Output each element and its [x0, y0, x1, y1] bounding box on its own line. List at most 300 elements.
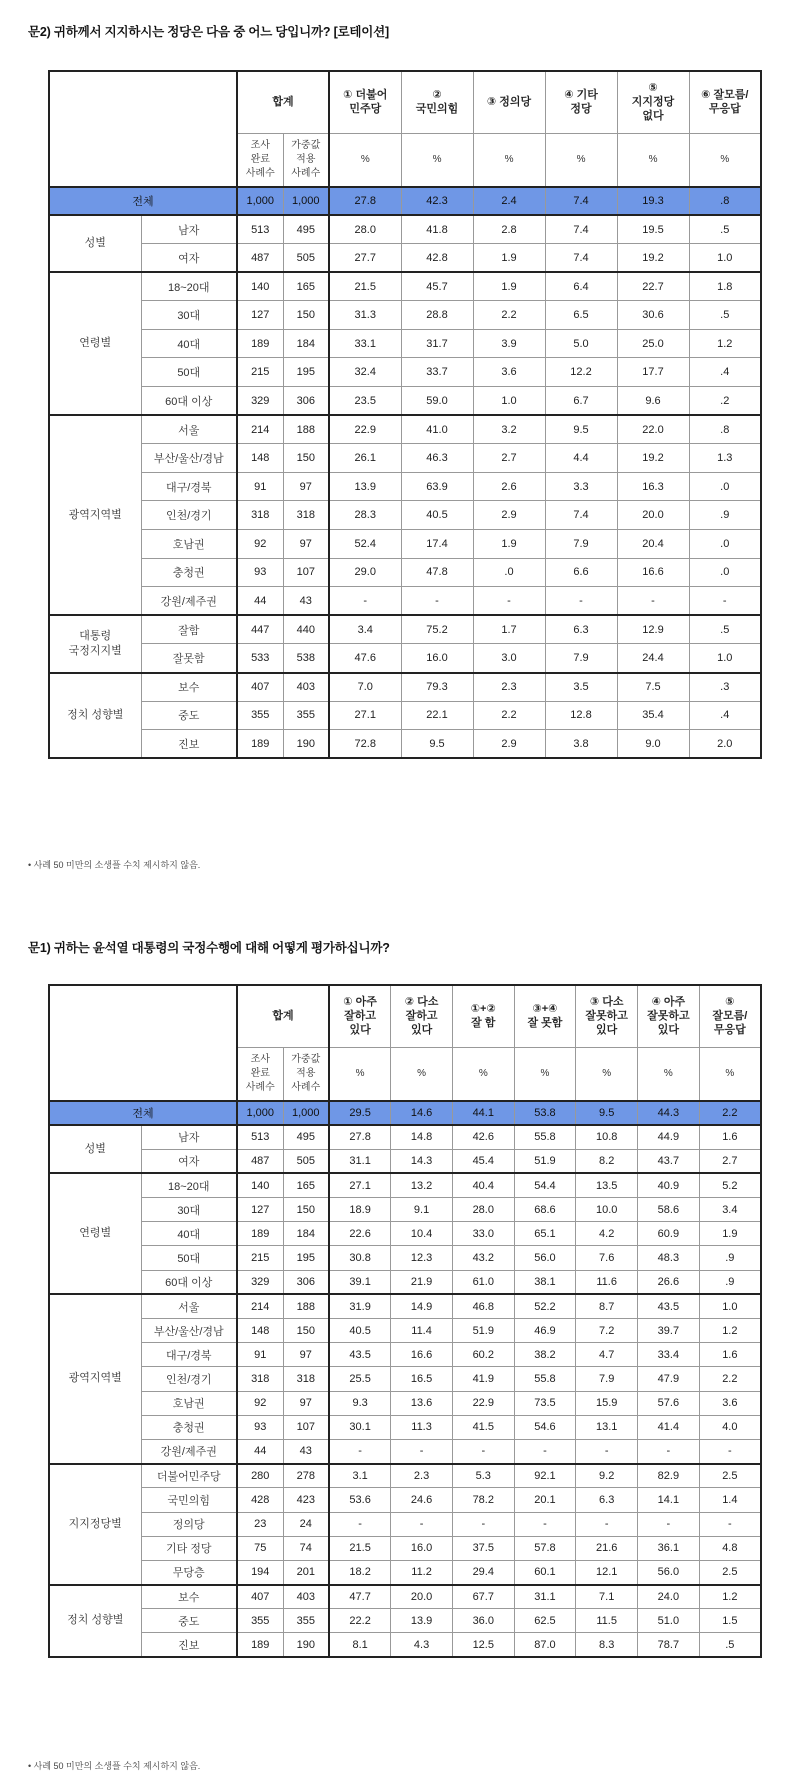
- data-cell: 6.5: [545, 301, 617, 330]
- data-cell: 7.5: [617, 673, 689, 702]
- subheader-cell: 조사 완료 사례수: [237, 1047, 283, 1101]
- data-cell: 78.2: [452, 1488, 514, 1512]
- data-cell: 505: [283, 244, 329, 273]
- data-cell: 1.9: [473, 530, 545, 559]
- data-cell: 190: [283, 730, 329, 759]
- data-cell: .5: [689, 301, 761, 330]
- data-cell: 7.1: [576, 1585, 638, 1609]
- data-cell: 24.6: [391, 1488, 453, 1512]
- row-label: 18~20대: [141, 1173, 237, 1197]
- data-cell: 20.0: [391, 1585, 453, 1609]
- data-cell: 148: [237, 444, 283, 473]
- data-cell: 13.1: [576, 1415, 638, 1439]
- data-cell: 11.4: [391, 1319, 453, 1343]
- data-cell: 1.7: [473, 615, 545, 644]
- data-cell: 46.9: [514, 1319, 576, 1343]
- group-label: 광역지역별: [49, 1294, 141, 1463]
- data-cell: 140: [237, 272, 283, 301]
- data-cell: 329: [237, 387, 283, 416]
- data-cell: 93: [237, 1415, 283, 1439]
- data-cell: 150: [283, 301, 329, 330]
- data-cell: 2.0: [689, 730, 761, 759]
- data-cell: 3.0: [473, 644, 545, 673]
- data-cell: 40.5: [329, 1319, 391, 1343]
- data-cell: 3.9: [473, 329, 545, 358]
- data-cell: 48.3: [638, 1246, 700, 1270]
- data-cell: 74: [283, 1536, 329, 1560]
- table-row: [49, 329, 761, 358]
- data-cell: 13.9: [391, 1609, 453, 1633]
- subheader-cell: %: [401, 133, 473, 187]
- data-cell: 47.7: [329, 1585, 391, 1609]
- data-cell: 40.5: [401, 501, 473, 530]
- data-cell: 5.0: [545, 329, 617, 358]
- data-cell: -: [699, 1439, 761, 1463]
- row-label: 잘함: [141, 615, 237, 644]
- data-cell: 47.6: [329, 644, 401, 673]
- data-cell: 93: [237, 558, 283, 587]
- data-cell: 184: [283, 1222, 329, 1246]
- data-cell: 38.2: [514, 1343, 576, 1367]
- data-cell: 7.9: [545, 530, 617, 559]
- subheader-cell: %: [452, 1047, 514, 1101]
- table-row: [49, 1125, 761, 1149]
- row-label: 강원/제주권: [141, 587, 237, 616]
- data-cell: 43.7: [638, 1149, 700, 1173]
- table-row: [49, 1391, 761, 1415]
- data-cell: 54.4: [514, 1173, 576, 1197]
- table-row: [49, 1198, 761, 1222]
- data-cell: .4: [689, 358, 761, 387]
- row-label: 남자: [141, 215, 237, 244]
- data-cell: 8.1: [329, 1633, 391, 1657]
- data-cell: 447: [237, 615, 283, 644]
- data-cell: 30.1: [329, 1415, 391, 1439]
- table-row: [49, 1464, 761, 1488]
- data-cell: 62.5: [514, 1609, 576, 1633]
- header-option: ③+④ 잘 못함: [514, 985, 576, 1047]
- data-cell: -: [391, 1512, 453, 1536]
- row-label: 여자: [141, 244, 237, 273]
- data-cell: 41.4: [638, 1415, 700, 1439]
- data-cell: 16.5: [391, 1367, 453, 1391]
- data-cell: 513: [237, 1125, 283, 1149]
- data-cell: 12.5: [452, 1633, 514, 1657]
- data-cell: 97: [283, 530, 329, 559]
- data-cell: 51.0: [638, 1609, 700, 1633]
- data-cell: 14.8: [391, 1125, 453, 1149]
- data-cell: 38.1: [514, 1270, 576, 1294]
- data-cell: 87.0: [514, 1633, 576, 1657]
- data-cell: 329: [237, 1270, 283, 1294]
- data-cell: 107: [283, 558, 329, 587]
- data-cell: 92: [237, 1391, 283, 1415]
- data-cell: 6.7: [545, 387, 617, 416]
- data-cell: -: [329, 1512, 391, 1536]
- data-cell: 27.8: [329, 1125, 391, 1149]
- header-option: ④ 아주 잘못하고 있다: [638, 985, 700, 1047]
- data-cell: 92: [237, 530, 283, 559]
- data-cell: 13.5: [576, 1173, 638, 1197]
- header-option: ② 다소 잘하고 있다: [391, 985, 453, 1047]
- data-cell: 10.8: [576, 1125, 638, 1149]
- question-2-title: 문2) 귀하께서 지지하시는 정당은 다음 중 어느 당입니까? [로테이션]: [28, 25, 390, 39]
- table-row: [49, 701, 761, 730]
- table-row: [49, 1222, 761, 1246]
- data-cell: .5: [689, 615, 761, 644]
- data-cell: 20.0: [617, 501, 689, 530]
- row-label: 30대: [141, 301, 237, 330]
- data-cell: 7.4: [545, 501, 617, 530]
- data-cell: 2.5: [699, 1464, 761, 1488]
- data-cell: 4.2: [576, 1222, 638, 1246]
- data-cell: 75: [237, 1536, 283, 1560]
- data-cell: 59.0: [401, 387, 473, 416]
- data-cell: 40.9: [638, 1173, 700, 1197]
- data-cell: 14.3: [391, 1149, 453, 1173]
- question-1-footnote: • 사례 50 미만의 소생플 수치 제시하지 않음.: [28, 1761, 201, 1771]
- data-cell: 4.0: [699, 1415, 761, 1439]
- data-cell: 8.7: [576, 1294, 638, 1318]
- data-cell: 13.2: [391, 1173, 453, 1197]
- data-cell: 3.5: [545, 673, 617, 702]
- data-cell: 8.3: [576, 1633, 638, 1657]
- data-cell: -: [452, 1512, 514, 1536]
- data-cell: -: [617, 587, 689, 616]
- subheader-cell: %: [617, 133, 689, 187]
- row-label: 남자: [141, 1125, 237, 1149]
- group-label: 연령별: [49, 1173, 141, 1294]
- data-cell: 189: [237, 329, 283, 358]
- data-cell: 24: [283, 1512, 329, 1536]
- data-cell: 14.9: [391, 1294, 453, 1318]
- data-cell: 3.3: [545, 472, 617, 501]
- data-cell: -: [545, 587, 617, 616]
- total-value: 53.8: [514, 1101, 576, 1125]
- data-cell: 73.5: [514, 1391, 576, 1415]
- row-label: 서울: [141, 1294, 237, 1318]
- data-cell: 4.3: [391, 1633, 453, 1657]
- data-cell: 37.5: [452, 1536, 514, 1560]
- data-cell: 16.6: [391, 1343, 453, 1367]
- data-cell: 16.0: [401, 644, 473, 673]
- table-row: [49, 387, 761, 416]
- data-cell: 31.1: [514, 1585, 576, 1609]
- data-cell: -: [473, 587, 545, 616]
- row-label: 여자: [141, 1149, 237, 1173]
- support-party-table: [48, 70, 762, 759]
- data-cell: 28.3: [329, 501, 401, 530]
- group-label: 대통령 국정지지별: [49, 615, 141, 672]
- data-cell: 2.3: [391, 1464, 453, 1488]
- data-cell: 47.8: [401, 558, 473, 587]
- row-label: 보수: [141, 1585, 237, 1609]
- data-cell: 22.6: [329, 1222, 391, 1246]
- data-cell: 3.4: [329, 615, 401, 644]
- data-cell: 13.6: [391, 1391, 453, 1415]
- table-row: [49, 1585, 761, 1609]
- data-cell: 355: [283, 701, 329, 730]
- corner-cell: [49, 71, 237, 187]
- data-cell: 214: [237, 415, 283, 444]
- row-label: 진보: [141, 730, 237, 759]
- data-cell: 17.4: [401, 530, 473, 559]
- data-cell: 5.3: [452, 1464, 514, 1488]
- data-cell: 11.3: [391, 1415, 453, 1439]
- data-cell: 27.7: [329, 244, 401, 273]
- data-cell: 318: [283, 1367, 329, 1391]
- data-cell: 31.1: [329, 1149, 391, 1173]
- data-cell: 278: [283, 1464, 329, 1488]
- row-label: 인천/경기: [141, 501, 237, 530]
- data-cell: .3: [689, 673, 761, 702]
- table-row: [49, 1415, 761, 1439]
- data-cell: 7.6: [576, 1246, 638, 1270]
- corner-cell: [49, 985, 237, 1101]
- table-row: [49, 1343, 761, 1367]
- group-label: 지지정당별: [49, 1464, 141, 1585]
- data-cell: 72.8: [329, 730, 401, 759]
- data-cell: 46.8: [452, 1294, 514, 1318]
- data-cell: 43.5: [638, 1294, 700, 1318]
- data-cell: 45.7: [401, 272, 473, 301]
- header-option: ①+② 잘 함: [452, 985, 514, 1047]
- data-cell: 51.9: [452, 1319, 514, 1343]
- row-label: 60대 이상: [141, 1270, 237, 1294]
- row-label: 호남권: [141, 1391, 237, 1415]
- total-value: 42.3: [401, 187, 473, 215]
- data-cell: 7.4: [545, 244, 617, 273]
- data-cell: 9.0: [617, 730, 689, 759]
- data-cell: 41.5: [452, 1415, 514, 1439]
- data-cell: 6.6: [545, 558, 617, 587]
- data-cell: 52.2: [514, 1294, 576, 1318]
- data-cell: 28.0: [452, 1198, 514, 1222]
- total-value: 2.2: [699, 1101, 761, 1125]
- total-value: 7.4: [545, 187, 617, 215]
- data-cell: 14.1: [638, 1488, 700, 1512]
- data-cell: 68.6: [514, 1198, 576, 1222]
- data-cell: 39.1: [329, 1270, 391, 1294]
- data-cell: 19.2: [617, 244, 689, 273]
- row-label: 충청권: [141, 1415, 237, 1439]
- data-cell: 22.9: [329, 415, 401, 444]
- data-cell: 440: [283, 615, 329, 644]
- data-cell: 58.6: [638, 1198, 700, 1222]
- data-cell: 36.0: [452, 1609, 514, 1633]
- data-cell: -: [638, 1512, 700, 1536]
- data-cell: 2.9: [473, 501, 545, 530]
- data-cell: 318: [237, 501, 283, 530]
- data-cell: 3.1: [329, 1464, 391, 1488]
- data-cell: 21.5: [329, 1536, 391, 1560]
- data-cell: 201: [283, 1560, 329, 1584]
- data-cell: .0: [689, 472, 761, 501]
- data-cell: 97: [283, 1343, 329, 1367]
- data-cell: 61.0: [452, 1270, 514, 1294]
- header-total: 합계: [237, 71, 329, 133]
- subheader-cell: %: [699, 1047, 761, 1101]
- question-1-title: 문1) 귀하는 윤석열 대통령의 국정수행에 대해 어떻게 평가하십니까?: [28, 941, 390, 955]
- group-label: 성별: [49, 215, 141, 272]
- row-label: 서울: [141, 415, 237, 444]
- data-cell: 1.0: [689, 644, 761, 673]
- total-value: 14.6: [391, 1101, 453, 1125]
- table-row: [49, 1512, 761, 1536]
- data-cell: 2.2: [473, 301, 545, 330]
- data-cell: 24.0: [638, 1585, 700, 1609]
- data-cell: 403: [283, 1585, 329, 1609]
- data-cell: 3.4: [699, 1198, 761, 1222]
- data-cell: 22.2: [329, 1609, 391, 1633]
- data-cell: 1.9: [473, 272, 545, 301]
- data-cell: 9.3: [329, 1391, 391, 1415]
- row-label: 무당층: [141, 1560, 237, 1584]
- data-cell: 9.6: [617, 387, 689, 416]
- data-cell: 67.7: [452, 1585, 514, 1609]
- data-cell: -: [514, 1512, 576, 1536]
- total-value: 1,000: [283, 1101, 329, 1125]
- table-row: [49, 272, 761, 301]
- data-cell: -: [329, 587, 401, 616]
- data-cell: 318: [237, 1367, 283, 1391]
- data-cell: 43.2: [452, 1246, 514, 1270]
- data-cell: 306: [283, 1270, 329, 1294]
- data-cell: 60.2: [452, 1343, 514, 1367]
- header-option: ④ 기타 정당: [545, 71, 617, 133]
- row-label: 기타 정당: [141, 1536, 237, 1560]
- data-cell: .9: [699, 1246, 761, 1270]
- data-cell: 16.6: [617, 558, 689, 587]
- data-cell: 533: [237, 644, 283, 673]
- row-label: 정의당: [141, 1512, 237, 1536]
- table-row: [49, 1609, 761, 1633]
- data-cell: 91: [237, 472, 283, 501]
- data-cell: 4.7: [576, 1343, 638, 1367]
- data-cell: 22.7: [617, 272, 689, 301]
- data-cell: 1.0: [689, 244, 761, 273]
- row-label: 보수: [141, 673, 237, 702]
- total-value: 1,000: [237, 1101, 283, 1125]
- data-cell: 33.7: [401, 358, 473, 387]
- header-row: [49, 985, 761, 1047]
- data-cell: 39.7: [638, 1319, 700, 1343]
- data-cell: 31.3: [329, 301, 401, 330]
- data-cell: 189: [237, 1633, 283, 1657]
- header-total: 합계: [237, 985, 329, 1047]
- table-row: [49, 1149, 761, 1173]
- data-cell: 60.1: [514, 1560, 576, 1584]
- data-cell: .5: [689, 215, 761, 244]
- group-label: 광역지역별: [49, 415, 141, 615]
- header-option: ⑥ 잘모름/ 무응답: [689, 71, 761, 133]
- subheader-cell: %: [638, 1047, 700, 1101]
- total-row: [49, 1101, 761, 1125]
- data-cell: 407: [237, 1585, 283, 1609]
- data-cell: 44: [237, 1439, 283, 1463]
- data-cell: 403: [283, 673, 329, 702]
- total-value: 44.1: [452, 1101, 514, 1125]
- data-cell: 127: [237, 1198, 283, 1222]
- data-cell: 2.8: [473, 215, 545, 244]
- table-row: [49, 1319, 761, 1343]
- header-option: ③ 정의당: [473, 71, 545, 133]
- data-cell: 150: [283, 1319, 329, 1343]
- data-cell: .4: [689, 701, 761, 730]
- total-value: .8: [689, 187, 761, 215]
- data-cell: .0: [689, 558, 761, 587]
- data-cell: 355: [283, 1609, 329, 1633]
- data-cell: 9.2: [576, 1464, 638, 1488]
- data-cell: 5.2: [699, 1173, 761, 1197]
- data-cell: 2.7: [473, 444, 545, 473]
- data-cell: 6.4: [545, 272, 617, 301]
- row-label: 40대: [141, 329, 237, 358]
- data-cell: 8.2: [576, 1149, 638, 1173]
- data-cell: 195: [283, 1246, 329, 1270]
- data-cell: 31.9: [329, 1294, 391, 1318]
- row-label: 호남권: [141, 530, 237, 559]
- data-cell: 28.0: [329, 215, 401, 244]
- data-cell: 513: [237, 215, 283, 244]
- header-option: ③ 다소 잘못하고 있다: [576, 985, 638, 1047]
- data-cell: 10.0: [576, 1198, 638, 1222]
- subheader-cell: %: [545, 133, 617, 187]
- data-cell: 1.2: [699, 1319, 761, 1343]
- data-cell: 1.4: [699, 1488, 761, 1512]
- data-cell: 22.0: [617, 415, 689, 444]
- table-row: [49, 501, 761, 530]
- row-label: 진보: [141, 1633, 237, 1657]
- data-cell: 487: [237, 244, 283, 273]
- row-label: 60대 이상: [141, 387, 237, 416]
- table-row: [49, 1246, 761, 1270]
- row-label: 부산/울산/경남: [141, 1319, 237, 1343]
- data-cell: 33.4: [638, 1343, 700, 1367]
- data-cell: 33.0: [452, 1222, 514, 1246]
- data-cell: 190: [283, 1633, 329, 1657]
- data-cell: 23.5: [329, 387, 401, 416]
- president-approval-table: [48, 984, 762, 1658]
- data-cell: 43.5: [329, 1343, 391, 1367]
- subheader-cell: 가중값 적용 사례수: [283, 133, 329, 187]
- data-cell: 127: [237, 301, 283, 330]
- data-cell: 4.8: [699, 1536, 761, 1560]
- data-cell: 11.5: [576, 1609, 638, 1633]
- table-row: [49, 1439, 761, 1463]
- row-label: 대구/경북: [141, 1343, 237, 1367]
- data-cell: 63.9: [401, 472, 473, 501]
- data-cell: -: [452, 1439, 514, 1463]
- data-cell: 3.2: [473, 415, 545, 444]
- table-row: [49, 472, 761, 501]
- total-value: 9.5: [576, 1101, 638, 1125]
- data-cell: 7.9: [545, 644, 617, 673]
- data-cell: 9.1: [391, 1198, 453, 1222]
- data-cell: 4.4: [545, 444, 617, 473]
- data-cell: 57.6: [638, 1391, 700, 1415]
- data-cell: 1.0: [699, 1294, 761, 1318]
- data-cell: 11.6: [576, 1270, 638, 1294]
- data-cell: 280: [237, 1464, 283, 1488]
- table-row: [49, 1173, 761, 1197]
- data-cell: 2.7: [699, 1149, 761, 1173]
- data-cell: .5: [699, 1633, 761, 1657]
- data-cell: 33.1: [329, 329, 401, 358]
- data-cell: -: [401, 587, 473, 616]
- data-cell: 12.2: [545, 358, 617, 387]
- data-cell: 355: [237, 1609, 283, 1633]
